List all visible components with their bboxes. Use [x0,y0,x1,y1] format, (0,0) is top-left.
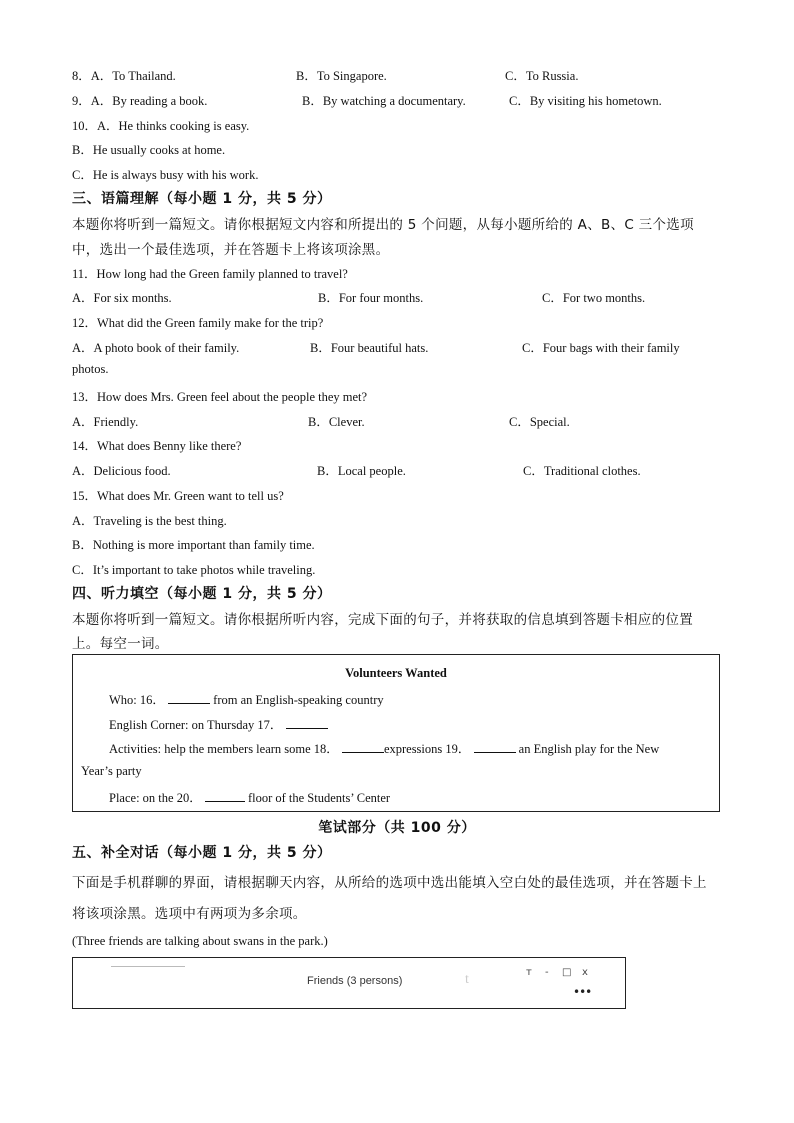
section5-instruction-cont: 将该项涂黑。选项中有两项为多余项。 [72,906,307,922]
answer-blank-16[interactable] [168,691,210,704]
notice-activities-cont: Year’s party [81,764,142,778]
notice-place-row [109,788,390,806]
notice-corner-row [109,715,328,733]
q10-option-a: 10．A．He thinks cooking is easy. [72,119,250,133]
q14-stem: 14．What does Benny like there? [72,439,242,453]
q11-option-a: A．For six months. [72,291,172,305]
section4-instruction-cont: 上。每空一词。 [72,636,169,652]
group-chat-window-header [72,957,626,1009]
q13-stem: 13．How does Mrs. Green feel about the people they met? [72,390,368,404]
notice-who-row [109,690,384,708]
q14-option-a: A．Delicious food. [72,464,171,478]
section5-instruction: 下面是手机群聊的界面，请根据聊天内容，从所给的选项中选出能填入空白处的最佳选项，并在答题卡上 [72,875,707,891]
section3-instruction-cont: 中，选出一个最佳选项，并在答题卡上将该项涂黑。 [72,242,390,258]
q12-option-c-cont: photos. [72,362,109,376]
notice-activities-mid: expressions 19． [383,742,471,756]
q12-option-a: A．A photo book of their family. [72,341,240,355]
q14-option-b: B．Local people. [317,464,406,478]
section5-heading: 五、补全对话（每小题 1 分，共 5 分） [72,845,332,861]
q15-option-b: B．Nothing is more important than family time. [72,538,315,552]
section4-heading: 四、听力填空（每小题 1 分，共 5 分） [72,586,332,602]
q9-option-b: B．By watching a documentary. [302,94,466,108]
answer-blank-19[interactable] [474,740,516,753]
q11-option-c: C．For two months. [542,291,646,305]
q13-option-b: B．Clever. [308,415,365,429]
q8-option-a: 8．A．To Thailand. [72,69,176,83]
chat-title: Friends (3 persons) [307,975,403,987]
section3-heading: 三、语篇理解（每小题 1 分，共 5 分） [72,191,332,207]
q8-option-b: B．To Singapore. [296,69,387,83]
volunteers-notice-box [72,654,720,812]
q15-option-a: A．Traveling is the best thing. [72,514,227,528]
minimize-icon[interactable]: - [545,967,549,978]
answer-blank-20[interactable] [205,789,245,802]
q11-stem: 11．How long had the Green family planned to travel? [72,267,348,281]
maximize-icon[interactable]: □ [562,967,572,978]
notice-who-label: Who: 16． [109,693,165,707]
q12-stem: 12．What did the Green family make for the trip? [72,316,324,330]
q10-option-c: C．He is always busy with his work. [72,168,259,182]
faint-mark: t [465,972,469,987]
notice-place-label: Place: on the 20． [109,791,202,805]
close-icon[interactable]: x [582,967,588,978]
q8-option-c: C．To Russia. [505,69,579,83]
answer-blank-18[interactable] [342,740,384,753]
q14-option-c: C．Traditional clothes. [523,464,641,478]
notice-corner-label: English Corner: on Thursday 17． [109,718,283,732]
q15-option-c: C．It’s important to take photos while traveling. [72,563,316,577]
pin-icon[interactable]: ᴛ [526,967,532,978]
notice-activities-text: an English play for the New [518,742,660,756]
notice-activities-label: Activities: help the members learn some 18． [109,742,339,756]
q9-option-a: 9．A．By reading a book. [72,94,208,108]
q13-option-a: A．Friendly. [72,415,139,429]
notice-who-text: from an English-speaking country [213,693,384,707]
q15-stem: 15．What does Mr. Green want to tell us? [72,489,284,503]
q9-option-c: C．By visiting his hometown. [509,94,662,108]
notice-activities-row [109,739,659,757]
header-divider [111,966,185,967]
section4-instruction: 本题你将听到一篇短文。请你根据所听内容，完成下面的句子，并将获取的信息填到答题卡相应的位置 [72,612,693,628]
q10-option-b: B．He usually cooks at home. [72,143,226,157]
q13-option-c: C．Special. [509,415,570,429]
section3-instruction: 本题你将听到一篇短文。请你根据短文内容和所提出的 5 个问题，从每小题所给的 A、B、C 三个选项 [72,217,694,233]
q12-option-b: B．Four beautiful hats. [310,341,429,355]
written-part-heading: 笔试部分（共 100 分） [318,820,476,836]
answer-blank-17[interactable] [286,716,328,729]
notice-place-text: floor of the Students’ Center [247,791,391,805]
q11-option-b: B．For four months. [318,291,424,305]
notice-title: Volunteers Wanted [345,666,447,680]
section5-context: (Three friends are talking about swans in the park.) [72,934,328,948]
q12-option-c: C．Four bags with their family [522,341,680,355]
more-options-icon[interactable]: ••• [573,985,592,999]
